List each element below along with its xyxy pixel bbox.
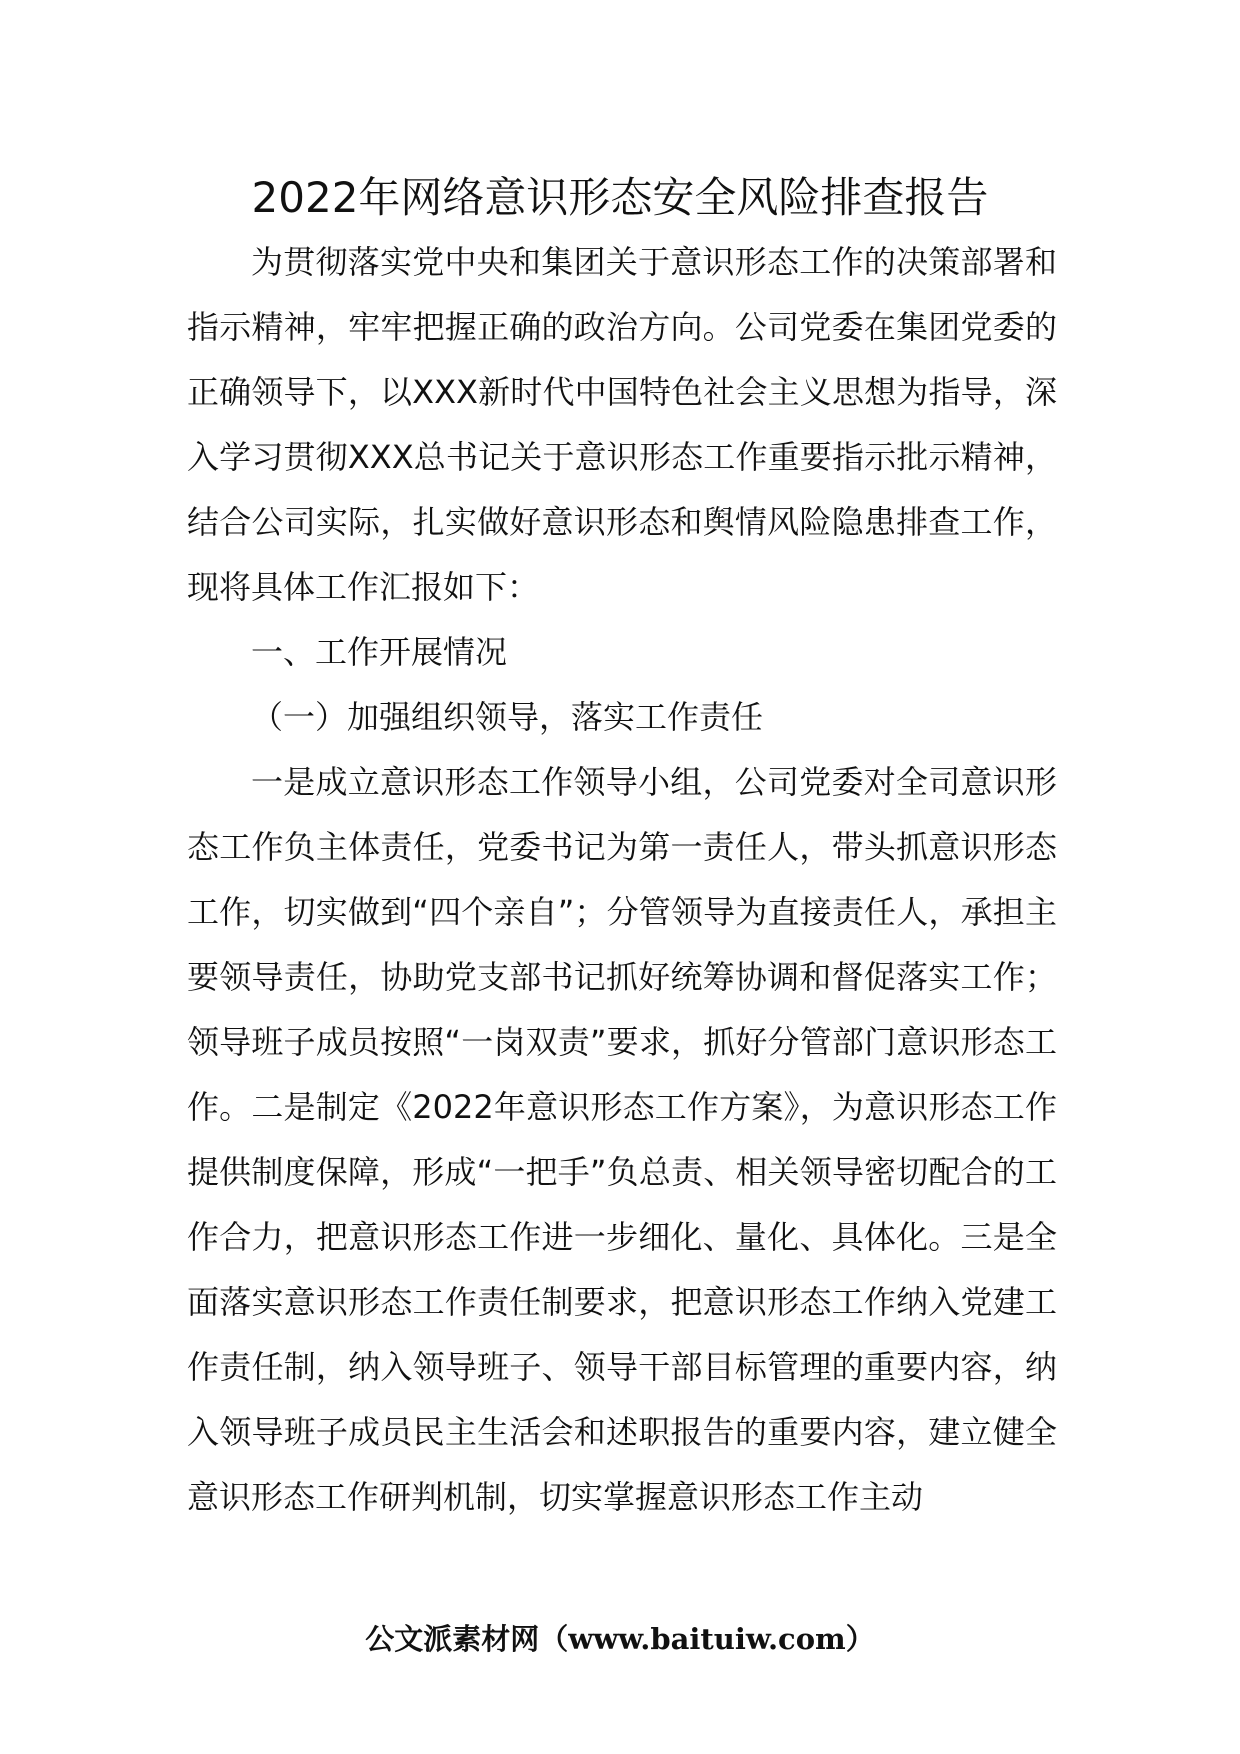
document-body xyxy=(187,230,1057,1530)
paragraph-intro: 为贯彻落实党中央和集团关于意识形态工作的决策部署和指示精神，牢牢把握正确的政治方向。公司党委在集团党委的正确领导下，以XXX新时代中国特色社会主义思想为指导，深入学习贯彻XXX总书记关于意识形态工作重要指示批示精神，结合公司实际，扎实做好意识形态和舆情风险隐患排查工作，现将具体工作汇报如下： xyxy=(187,243,1057,606)
document-title: 2022年网络意识形态安全风险排查报告 xyxy=(251,173,989,222)
subsection-heading: （一）加强组织领导，落实工作责任 xyxy=(251,698,764,736)
footer-watermark: 公文派素材网（www.baituiw.com） xyxy=(365,1622,875,1656)
paragraph-details: 一是成立意识形态工作领导小组，公司党委对全司意识形态工作负主体责任，党委书记为第一责任人，带头抓意识形态工作，切实做到“四个亲自”；分管领导为直接责任人，承担主要领导责任，协助党支部书记抓好统筹协调和督促落实工作；领导班子成员按照“一岗双责”要求，抓好分管部门意识形态工作。二是制定《2022年意识形态工作方案》，为意识形态工作提供制度保障，形成“一把手”负总责、相关领导密切配合的工作合力，把意识形态工作进一步细化、量化、具体化。三是全面落实意识形态工作责任制要求，把意识形态工作纳入党建工作责任制，纳入领导班子、领导干部目标管理的重要内容，纳入领导班子成员民主生活会和述职报告的重要内容，建立健全意识形态工作研判机制，切实掌握意识形态工作主动 xyxy=(187,763,1057,1516)
section-heading: 一、工作开展情况 xyxy=(251,633,508,671)
